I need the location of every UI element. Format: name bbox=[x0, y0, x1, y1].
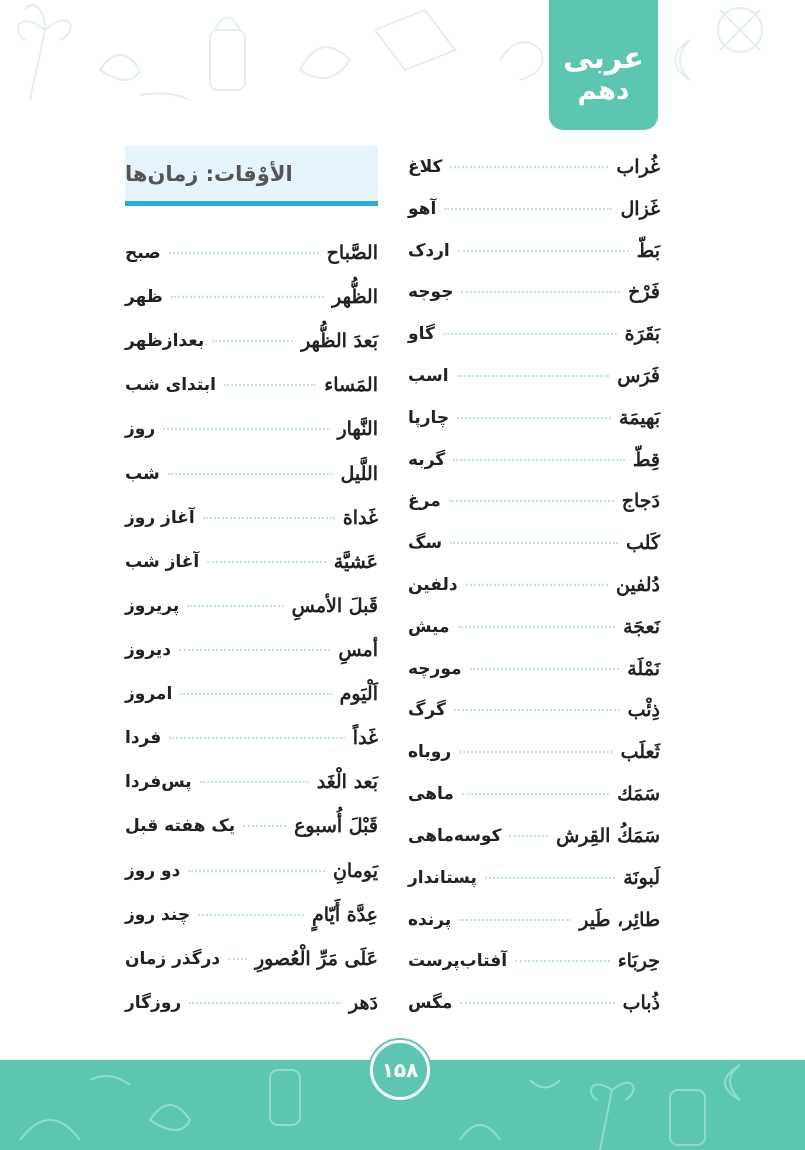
dotted-leader bbox=[243, 825, 286, 827]
dotted-leader bbox=[457, 375, 610, 377]
badge-title: عربی bbox=[563, 41, 644, 76]
dotted-leader bbox=[458, 250, 629, 252]
persian-meaning: روز bbox=[125, 419, 156, 440]
persian-meaning: پس‌فردا bbox=[125, 772, 192, 793]
persian-meaning: صبح bbox=[125, 243, 161, 263]
arabic-word: الظُّهر bbox=[332, 286, 378, 309]
vocab-row bbox=[408, 313, 660, 355]
dotted-leader bbox=[460, 1002, 614, 1004]
page-number: ۱۵۸ bbox=[370, 1040, 430, 1100]
arabic-word: قِطّ bbox=[632, 448, 660, 471]
vocab-row bbox=[125, 585, 378, 627]
vocab-list-animals bbox=[408, 146, 660, 1024]
dotted-leader bbox=[163, 428, 329, 430]
persian-meaning: دیروز bbox=[125, 639, 172, 660]
vocab-row bbox=[408, 564, 660, 606]
persian-meaning: چند روز bbox=[125, 904, 191, 925]
persian-meaning: آغاز شب bbox=[125, 551, 200, 572]
persian-meaning: روباه bbox=[408, 742, 452, 763]
dotted-leader bbox=[443, 333, 617, 335]
arabic-word: عَلَى مَرِّ الْعُصورِ bbox=[254, 947, 378, 970]
dotted-leader bbox=[470, 668, 620, 670]
persian-meaning: گربه bbox=[408, 449, 446, 470]
arabic-word: النَّهار bbox=[337, 418, 378, 441]
dotted-leader bbox=[462, 793, 609, 795]
dotted-leader bbox=[450, 542, 618, 544]
arabic-word: الصَّباح bbox=[326, 242, 378, 264]
vocab-row bbox=[125, 805, 378, 847]
vocab-row bbox=[125, 232, 378, 274]
dotted-leader bbox=[459, 751, 612, 753]
arabic-word: قَبلَ الأمسِ bbox=[291, 594, 378, 617]
vocab-row bbox=[408, 188, 660, 230]
subject-badge bbox=[549, 0, 658, 130]
vocab-row bbox=[125, 497, 378, 539]
dotted-leader bbox=[180, 693, 331, 695]
arabic-word: سَمَك bbox=[617, 783, 660, 806]
persian-meaning: امروز bbox=[125, 684, 173, 705]
vocab-row bbox=[125, 320, 378, 362]
vocab-row bbox=[408, 522, 660, 564]
dotted-leader bbox=[168, 473, 333, 475]
arabic-word: عَشيَّة bbox=[333, 550, 378, 573]
persian-meaning: گاو bbox=[408, 324, 435, 345]
arabic-word: بَهيمَة bbox=[619, 406, 660, 429]
persian-meaning: فردا bbox=[125, 728, 162, 749]
vocab-row bbox=[125, 982, 378, 1024]
persian-meaning: مورچه bbox=[408, 658, 462, 679]
dotted-leader bbox=[200, 781, 309, 783]
vocab-row bbox=[125, 761, 378, 803]
dotted-leader bbox=[450, 166, 608, 168]
dotted-leader bbox=[454, 709, 620, 711]
persian-meaning: آغاز روز bbox=[125, 507, 195, 528]
persian-meaning: پرنده bbox=[408, 909, 452, 930]
persian-meaning: ابتدای شب bbox=[125, 375, 217, 396]
dotted-leader bbox=[458, 626, 616, 628]
vocab-row bbox=[408, 731, 660, 773]
persian-meaning: شب bbox=[125, 463, 160, 484]
arabic-word: ثَعلَب bbox=[620, 741, 660, 764]
arabic-word: طائِر، طَير bbox=[579, 908, 660, 931]
persian-meaning: ظهر bbox=[125, 287, 163, 308]
arabic-word: كَلب bbox=[626, 532, 660, 555]
arabic-word: اللَّيل bbox=[340, 462, 378, 485]
persian-meaning: دو روز bbox=[125, 860, 181, 881]
dotted-leader bbox=[198, 914, 304, 916]
vocab-row bbox=[408, 355, 660, 397]
dotted-leader bbox=[461, 291, 620, 293]
section-header-times bbox=[125, 146, 378, 206]
doodle-pattern-icon bbox=[0, 0, 805, 115]
arabic-word: بَطّ bbox=[636, 239, 660, 262]
vocab-row bbox=[125, 408, 378, 450]
vocab-row bbox=[408, 773, 660, 815]
arabic-word: نَعجَة bbox=[623, 615, 660, 638]
arabic-word: المَساء bbox=[324, 374, 378, 397]
vocab-row bbox=[408, 439, 660, 481]
vocab-row bbox=[408, 146, 660, 188]
persian-meaning: میش bbox=[408, 616, 450, 637]
vocab-row bbox=[125, 894, 378, 936]
persian-meaning: آفتاب‌پرست bbox=[408, 951, 508, 972]
vocab-row bbox=[408, 606, 660, 648]
arabic-word: دُلفين bbox=[615, 574, 660, 597]
persian-meaning: درگذر زمان bbox=[125, 948, 221, 969]
vocab-row bbox=[125, 541, 378, 583]
persian-meaning: اسب bbox=[408, 365, 449, 386]
vocab-row bbox=[125, 453, 378, 495]
persian-meaning: چارپا bbox=[408, 407, 450, 428]
dotted-leader bbox=[509, 835, 548, 837]
top-decoration bbox=[0, 0, 805, 115]
dotted-leader bbox=[179, 649, 330, 651]
arabic-word: نَمْلَة bbox=[627, 657, 660, 680]
arabic-word: ذِئْب bbox=[627, 699, 660, 722]
vocab-row bbox=[125, 629, 378, 671]
dotted-leader bbox=[224, 384, 316, 386]
dotted-leader bbox=[515, 960, 610, 962]
section-title: الأوْقات: زمان‌ها bbox=[125, 161, 293, 186]
arabic-word: غَداً bbox=[352, 727, 378, 750]
vocab-row bbox=[408, 815, 660, 857]
dotted-leader bbox=[189, 1002, 341, 1004]
vocab-row bbox=[408, 481, 660, 523]
dotted-leader bbox=[228, 958, 247, 960]
arabic-word: غَزال bbox=[620, 197, 660, 220]
persian-meaning: دلفین bbox=[408, 575, 458, 596]
persian-meaning: یک هفته قبل bbox=[125, 816, 236, 837]
arabic-word: بَقَرَة bbox=[624, 323, 660, 346]
vocab-row bbox=[408, 940, 660, 982]
arabic-word: غَداة bbox=[342, 506, 378, 529]
vocab-row bbox=[125, 717, 378, 759]
persian-meaning: پستاندار bbox=[408, 867, 477, 888]
dotted-leader bbox=[457, 417, 611, 419]
arabic-word: فَرْخ bbox=[628, 281, 660, 304]
dotted-leader bbox=[187, 605, 283, 607]
arabic-word: سَمَكُ القِرش bbox=[556, 824, 660, 847]
dotted-leader bbox=[453, 459, 625, 461]
dotted-leader bbox=[207, 561, 326, 563]
arabic-word: بَعدَ الظُّهر bbox=[301, 330, 378, 353]
vocab-row bbox=[125, 938, 378, 980]
dotted-leader bbox=[459, 919, 571, 921]
dotted-leader bbox=[449, 500, 614, 502]
dotted-leader bbox=[485, 877, 615, 879]
persian-meaning: پریروز bbox=[125, 595, 180, 616]
arabic-word: دَهر bbox=[349, 991, 378, 1014]
badge-grade: دهم bbox=[577, 76, 630, 106]
vocab-row bbox=[125, 673, 378, 715]
vocab-row bbox=[408, 857, 660, 899]
arabic-word: حِربَاء bbox=[617, 950, 660, 973]
vocab-row bbox=[408, 690, 660, 732]
dotted-leader bbox=[203, 517, 335, 519]
persian-meaning: اردک bbox=[408, 240, 450, 261]
vocab-row bbox=[408, 397, 660, 439]
vocab-row bbox=[408, 982, 660, 1024]
vocab-row bbox=[125, 850, 378, 892]
vocab-row bbox=[125, 276, 378, 318]
vocab-row bbox=[408, 899, 660, 941]
dotted-leader bbox=[466, 584, 608, 586]
persian-meaning: ماهی bbox=[408, 784, 454, 805]
dotted-leader bbox=[444, 208, 612, 210]
dotted-leader bbox=[188, 870, 325, 872]
vocab-row bbox=[408, 648, 660, 690]
arabic-word: ذُباب bbox=[622, 992, 660, 1015]
vocab-row bbox=[408, 271, 660, 313]
dotted-leader bbox=[212, 340, 293, 342]
persian-meaning: بعدازظهر bbox=[125, 331, 205, 352]
persian-meaning: سگ bbox=[408, 533, 443, 554]
persian-meaning: روزگار bbox=[125, 992, 182, 1013]
persian-meaning: مرغ bbox=[408, 491, 441, 512]
dotted-leader bbox=[169, 737, 345, 739]
dotted-leader bbox=[171, 296, 324, 298]
arabic-word: يَومانِ bbox=[332, 859, 378, 882]
arabic-word: غُراب bbox=[616, 155, 660, 178]
arabic-word: أمسِ bbox=[338, 638, 378, 661]
arabic-word: فَرَس bbox=[617, 364, 660, 387]
arabic-word: بَعد الْغَد bbox=[316, 771, 378, 794]
persian-meaning: گرگ bbox=[408, 700, 446, 721]
vocab-row bbox=[125, 364, 378, 406]
arabic-word: قَبْلَ أُسبوع bbox=[294, 815, 378, 838]
arabic-word: لَبونَة bbox=[623, 866, 660, 889]
vocab-list-times bbox=[125, 232, 378, 1024]
vocab-row bbox=[408, 230, 660, 272]
persian-meaning: کلاغ bbox=[408, 156, 443, 177]
arabic-word: اَلْيَوم bbox=[339, 683, 378, 706]
persian-meaning: جوجه bbox=[408, 282, 454, 303]
arabic-word: دَجاج bbox=[621, 490, 660, 513]
persian-meaning: آهو bbox=[408, 198, 437, 219]
persian-meaning: مگس bbox=[408, 993, 453, 1014]
dotted-leader bbox=[169, 252, 319, 254]
persian-meaning: کوسه‌ماهی bbox=[408, 825, 502, 846]
arabic-word: عِدَّة أَيّامٍ bbox=[312, 903, 378, 926]
